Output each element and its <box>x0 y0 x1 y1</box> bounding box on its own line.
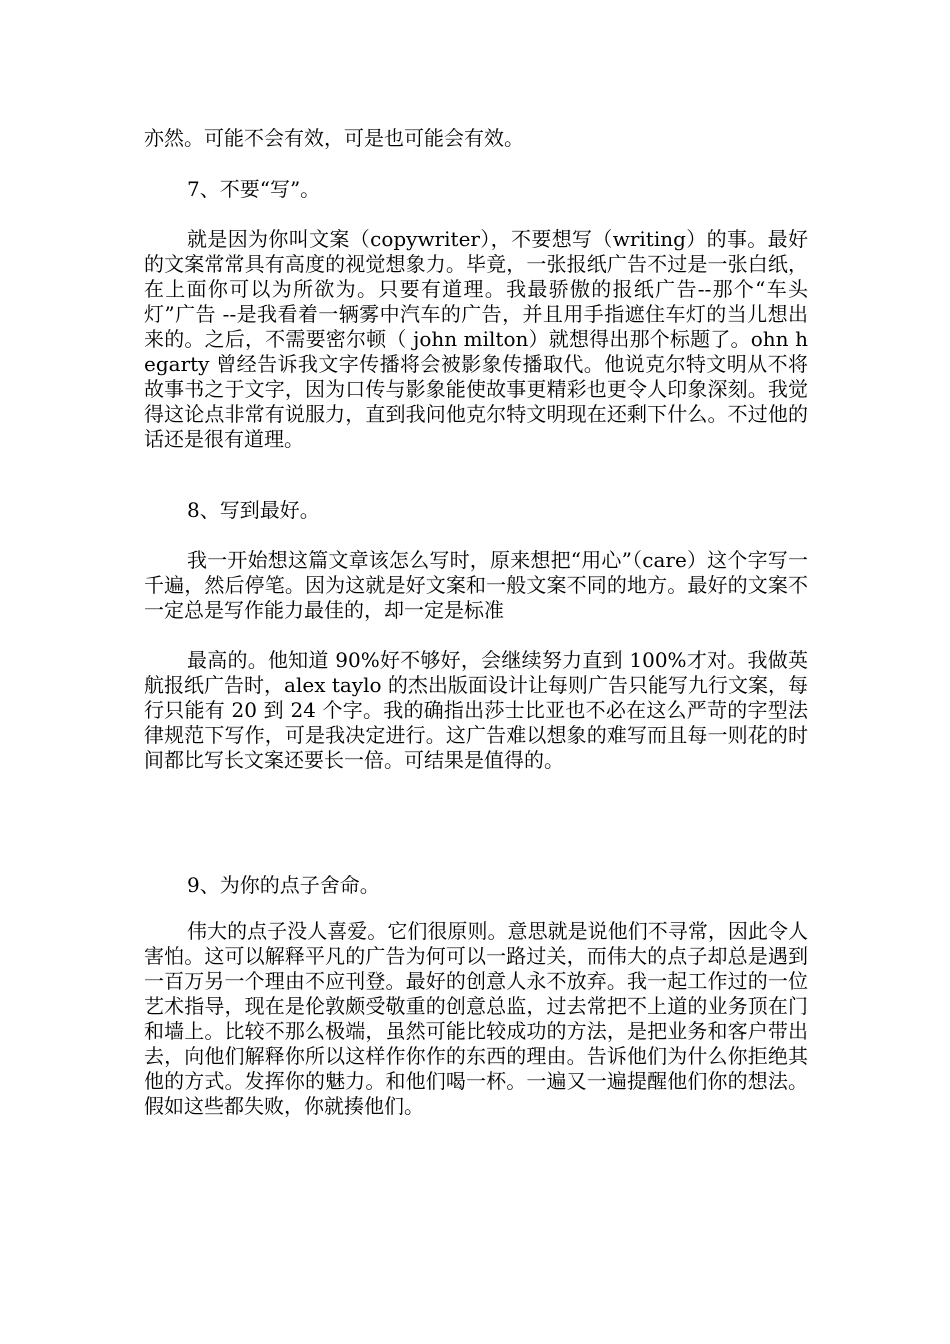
section-7-paragraph: 就是因为你叫文案（copywriter），不要想写（writing）的事。最好的文案常常具有高度的视觉想象力。毕竟，一张报纸广告不过是一张白纸，在上面你可以为所欲为。只要有道理。我最骄傲的报纸广告--那个“车头灯”广告 --是我看着一辆雾中汽车的广告，并且用手指遮住车灯的当儿想出来的。之后，不需要密尔顿（ john milton）就想得出那个标题了。ohn hegarty 曾经告诉我文字传播将会被影象传播取代。他说克尔特文明从不将故事书之于文字，因为口传与影象能使故事更精彩也更令人印象深刻。我觉得这论点非常有说服力，直到我问他克尔特文明现在还剩下什么。不过他的话还是很有道理。 <box>144 227 808 451</box>
section-8-paragraph-1: 我一开始想这篇文章该怎么写时，原来想把“用心”（care）这个字写一千遍，然后停笔。因为这就是好文案和一般文案不同的地方。最好的文案不一定总是写作能力最佳的，却一定是标准 <box>144 548 808 622</box>
section-9-paragraph: 伟大的点子没人喜爱。它们很原则。意思就是说他们不寻常，因此令人害怕。这可以解释平凡的广告为何可以一路过关，而伟大的点子却总是遇到一百万另一个理由不应刊登。最好的创意人永不放弃。我一起工作过的一位艺术指导，现在是伦敦颇受敬重的创意总监，过去常把不上道的业务顶在门和墙上。比较不那么极端，虽然可能比较成功的方法，是把业务和客户带出去，向他们解释你所以这样作你作的东西的理由。告诉他们为什么你拒绝其他的方式。发挥你的魅力。和他们喝一杯。一遍又一遍提醒他们你的想法。假如这些都失败，你就揍他们。 <box>144 919 808 1118</box>
section-heading-7: 7、不要“写”。 <box>187 177 321 201</box>
paragraph-continuation: 亦然。可能不会有效，可是也可能会有效。 <box>144 126 524 150</box>
section-8-paragraph-2: 最高的。他知道 90%好不够好，会继续努力直到 100%才对。我做英航报纸广告时，alex taylo 的杰出版面设计让每则广告只能写九行文案，每行只能有 20 到 24 个字。我的确指出莎士比亚也不必在这么严苛的字型法律规范下写作，可是我决定进行。这广告难以想象的难写而且每一则花的时间都比写长文案还要长一倍。可结果是值得的。 <box>144 648 808 772</box>
section-heading-9: 9、为你的点子舍命。 <box>187 873 380 897</box>
section-heading-8: 8、写到最好。 <box>187 498 320 522</box>
